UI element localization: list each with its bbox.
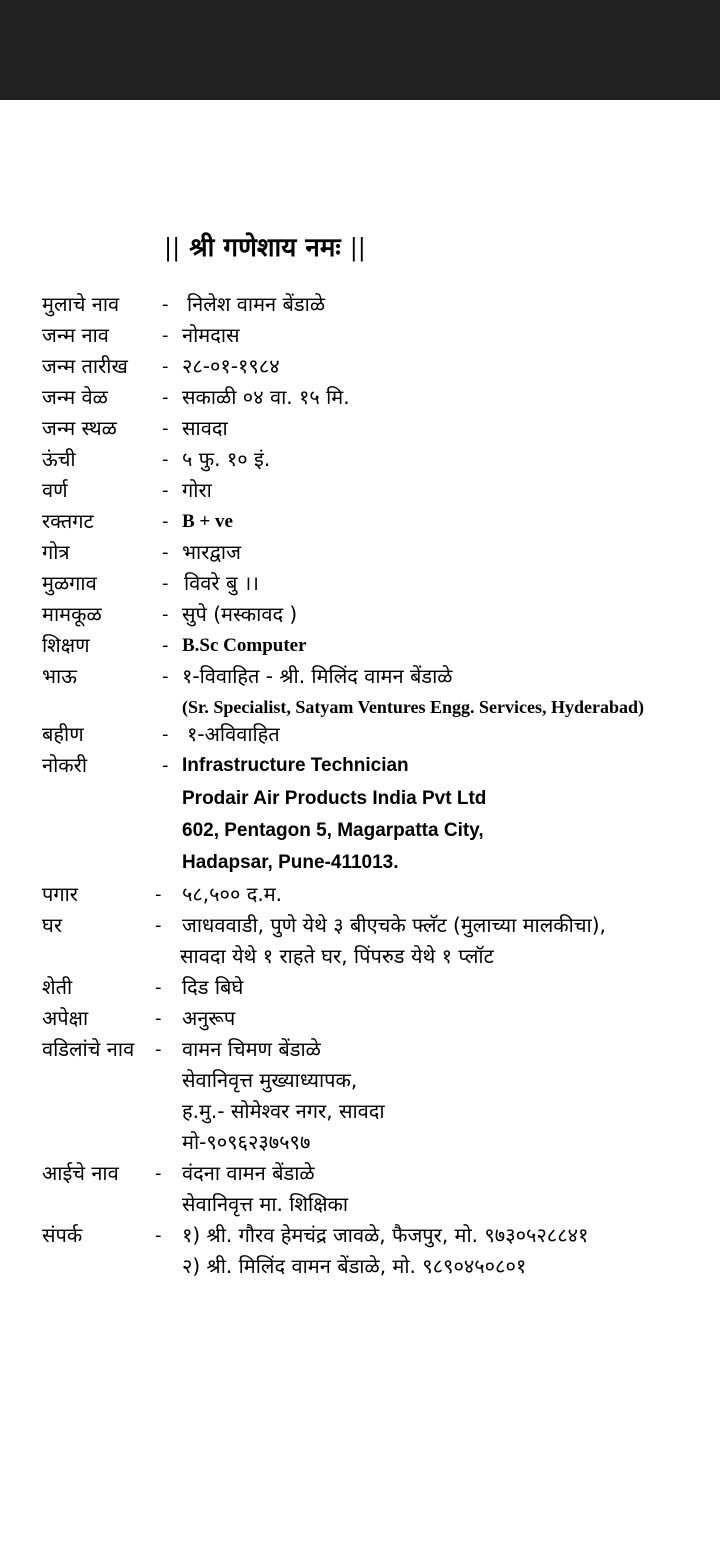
field-value: सावदा	[182, 416, 228, 440]
page-title	[164, 228, 366, 268]
field-label: ऊंची	[42, 447, 76, 471]
field-separator: -	[155, 884, 162, 905]
field-value: भारद्वाज	[182, 540, 241, 564]
field-value: नोमदास	[182, 323, 240, 347]
biodata-document	[0, 100, 720, 1560]
field-separator: -	[162, 294, 169, 315]
field-label: मुलाचे नाव	[42, 292, 120, 316]
field-label: शिक्षण	[42, 633, 90, 657]
field-label: वर्ण	[42, 478, 68, 502]
field-separator: -	[162, 418, 169, 439]
field-value: १-विवाहित - श्री. मिलिंद वामन बेंडाळे	[182, 664, 453, 688]
house-line: सावदा येथे १ राहते घर, पिंपरुड येथे १ प्लॉट	[180, 944, 494, 968]
field-separator: -	[162, 511, 169, 532]
field-value: B.Sc Computer	[182, 635, 307, 656]
field-row-expectation	[0, 1003, 720, 1034]
field-separator: -	[162, 755, 169, 776]
field-value: ५८,५०० द.म.	[182, 882, 283, 906]
contact-line: २) श्री. मिलिंद वामन बेंडाळे, मो. ९८९०४५०८०१	[182, 1254, 527, 1278]
field-row-house	[0, 910, 720, 941]
field-value: २८-०१-१९८४	[182, 354, 280, 378]
title-right-bars: ||	[349, 234, 366, 262]
field-label: अपेक्षा	[42, 1006, 89, 1030]
field-row-gotra	[0, 537, 720, 568]
field-row-height	[0, 444, 720, 475]
title-left-bars: ||	[164, 234, 181, 262]
field-row-birth-time	[0, 382, 720, 413]
field-row-mother	[0, 1158, 720, 1189]
field-separator: -	[155, 915, 162, 936]
field-label: जन्म स्थळ	[42, 416, 117, 440]
field-value: गोरा	[182, 478, 212, 502]
field-label: वडिलांचे नाव	[42, 1037, 135, 1061]
field-value: विवरे बु ।।	[184, 571, 259, 595]
field-row-brother	[0, 661, 720, 692]
field-row-birth-date	[0, 351, 720, 382]
field-label: बहीण	[42, 722, 84, 746]
father-line: सेवानिवृत्त मुख्याध्यापक,	[182, 1068, 358, 1092]
field-label: मुळगाव	[42, 571, 97, 595]
mother-line: सेवानिवृत्त मा. शिक्षिका	[182, 1192, 349, 1216]
field-row-maternal-uncle	[0, 599, 720, 630]
field-separator: -	[162, 356, 169, 377]
field-label: भाऊ	[42, 664, 77, 688]
field-separator: -	[162, 449, 169, 470]
field-separator: -	[162, 666, 169, 687]
field-label: जन्म नाव	[42, 323, 109, 347]
field-row-blood-group	[0, 506, 720, 537]
field-value: B + ve	[182, 511, 233, 532]
father-line: मो-९०९६२३७५९७	[182, 1130, 311, 1154]
field-value: वामन चिमण बेंडाळे	[182, 1037, 321, 1061]
field-row-birth-place	[0, 413, 720, 444]
field-label: जन्म तारीख	[42, 354, 128, 378]
field-separator: -	[155, 1008, 162, 1029]
field-value: निलेश वामन बेंडाळे	[187, 292, 326, 316]
field-label: घर	[42, 913, 62, 937]
field-row-sister	[0, 719, 720, 750]
field-separator: -	[155, 1039, 162, 1060]
field-row-native-place	[0, 568, 720, 599]
field-value: अनुरूप	[182, 1006, 236, 1030]
field-row-complexion	[0, 475, 720, 506]
field-separator: -	[162, 480, 169, 501]
field-row-name	[0, 289, 720, 320]
field-label: शेती	[42, 975, 73, 999]
job-line: Hadapsar, Pune-411013.	[182, 852, 399, 873]
field-label: गोत्र	[42, 540, 70, 564]
field-value: १-अविवाहित	[187, 722, 280, 746]
field-label: जन्म वेळ	[42, 385, 108, 409]
field-value: जाधववाडी, पुणे येथे ३ बीएचके फ्लॅट (मुलाच्या मालकीचा),	[182, 913, 606, 937]
father-line: ह.मु.- सोमेश्वर नगर, सावदा	[182, 1099, 385, 1123]
field-value: वंदना वामन बेंडाळे	[182, 1161, 315, 1185]
field-label: रक्तगट	[42, 509, 94, 533]
field-separator: -	[162, 542, 169, 563]
field-separator: -	[162, 573, 169, 594]
field-label: नोकरी	[42, 753, 87, 777]
field-separator: -	[155, 1163, 162, 1184]
field-row-father	[0, 1034, 720, 1065]
field-separator: -	[162, 604, 169, 625]
field-value: सुपे (मस्कावद )	[182, 602, 298, 626]
field-row-job	[0, 750, 720, 781]
job-line: 602, Pentagon 5, Magarpatta City,	[182, 820, 484, 841]
field-row-birth-name	[0, 320, 720, 351]
field-separator: -	[162, 387, 169, 408]
field-separator: -	[162, 635, 169, 656]
field-separator: -	[162, 325, 169, 346]
field-label: आईचे नाव	[42, 1161, 119, 1185]
field-separator: -	[155, 1225, 162, 1246]
field-row-farm	[0, 972, 720, 1003]
field-separator: -	[162, 724, 169, 745]
field-value: सकाळी ०४ वा. १५ मि.	[182, 385, 350, 409]
field-value: ५ फु. १० इं.	[182, 447, 271, 471]
field-row-contact	[0, 1220, 720, 1251]
field-value: दिड बिघे	[182, 975, 244, 999]
field-row-education	[0, 630, 720, 661]
app-top-bar	[0, 0, 720, 100]
field-label: मामकूळ	[42, 602, 102, 626]
field-row-salary	[0, 879, 720, 910]
field-separator: -	[155, 977, 162, 998]
brother-detail: (Sr. Specialist, Satyam Ventures Engg. Services, Hyderabad)	[182, 697, 645, 717]
title-text: श्री गणेशाय नमः	[189, 233, 341, 263]
field-value: Infrastructure Technician	[182, 755, 409, 776]
job-line: Prodair Air Products India Pvt Ltd	[182, 788, 487, 809]
field-value: १) श्री. गौरव हेमचंद्र जावळे, फैजपुर, मो. ९७३०५२८८४१	[182, 1223, 589, 1247]
field-label: संपर्क	[42, 1223, 83, 1247]
field-label: पगार	[42, 882, 78, 906]
